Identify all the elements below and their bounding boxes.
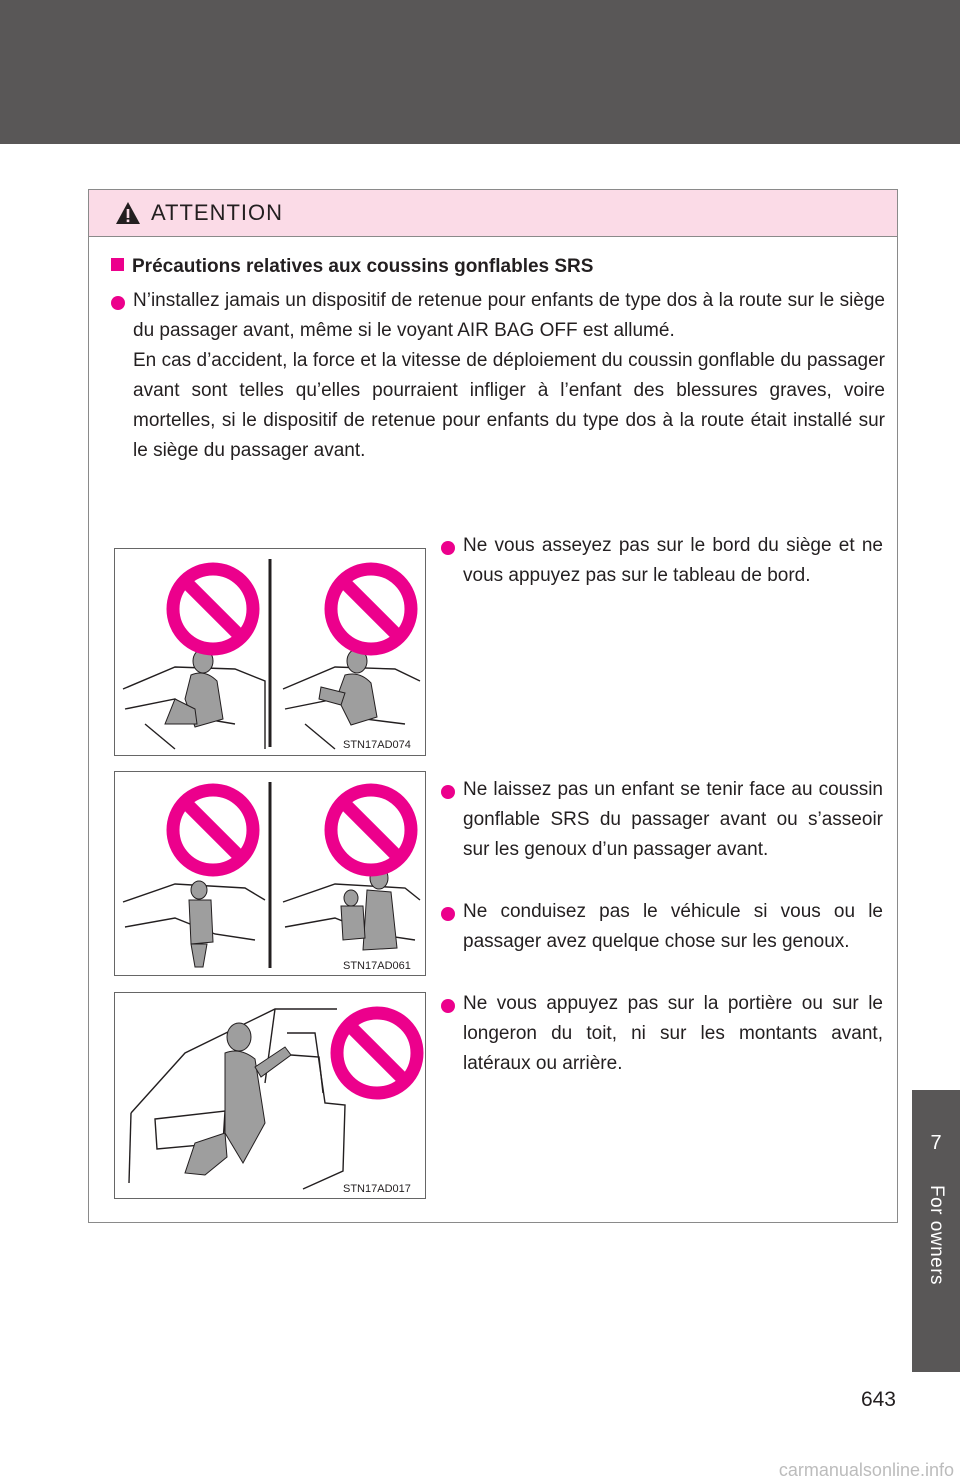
illustration-seat-edge [115,549,425,755]
page-number: 643 [860,1388,896,1411]
header-band [0,0,960,144]
bullet-dot-icon [111,296,125,310]
figure-door-lean [114,992,426,1199]
bullet-door-lean: Ne vous appuyez pas sur la portière ou sur le longeron du toit, ni sur les montants avant, latéraux ou arrière. [463,993,883,1074]
bullet-dot-icon [441,999,455,1013]
prohibition-icon [173,569,253,649]
illustration-door-lean [115,993,425,1198]
prohibition-icon [331,790,411,870]
watermark: carmanualsonline.info [778,1460,954,1480]
bullet-seat-edge: Ne vous asseyez pas sur le bord du siège et ne vous appuyez pas sur le tableau de bord. [463,535,883,586]
figure-child-airbag [114,771,426,976]
bullet-child-standing: Ne laissez pas un enfant se tenir face au coussin gonflable SRS du passager avant ou s’asseoir sur les genoux d’un passager avant. [463,779,883,860]
warning-header [89,190,897,237]
bullet-dot-icon [441,907,455,921]
illustration-child-airbag [115,772,425,975]
bullet-dot-icon [441,541,455,555]
prohibition-icon [173,790,253,870]
square-bullet-icon [111,258,124,271]
warning-triangle-icon [115,201,141,225]
warning-title: ATTENTION [151,200,284,225]
chapter-number: 7 [930,1132,942,1154]
chapter-label: For owners [926,1185,947,1286]
bullet-lap-objects: Ne conduisez pas le véhicule si vous ou le passager avez quelque chose sur les genoux. [463,901,883,952]
figure-code: STN17AD074 [343,739,411,751]
bullet-dot-icon [441,785,455,799]
figure-code: STN17AD017 [343,1183,411,1195]
section-title [111,256,593,278]
paragraph-child-seat [133,286,885,466]
section-title-text: Précautions relatives aux coussins gonflables SRS [132,256,594,277]
paragraph-child-seat-2: En cas d’accident, la force et la vitesse de déploiement du coussin gonflable du passager avant sont telles qu’elles pourraient infliger à l’enfant des blessures graves, voire mortelles, si le dispositif de retenue pour enfants du type dos à la route était installé sur le siège du passager avant. [133,350,885,461]
prohibition-icon [331,569,411,649]
paragraph-child-seat-1: N’installez jamais un dispositif de retenue pour enfants de type dos à la route sur le siège du passager avant, même si le voyant AIR BAG OFF est allumé. [133,290,885,341]
figure-code: STN17AD061 [343,960,411,972]
prohibition-icon [337,1013,417,1093]
figure-seat-edge [114,548,426,756]
